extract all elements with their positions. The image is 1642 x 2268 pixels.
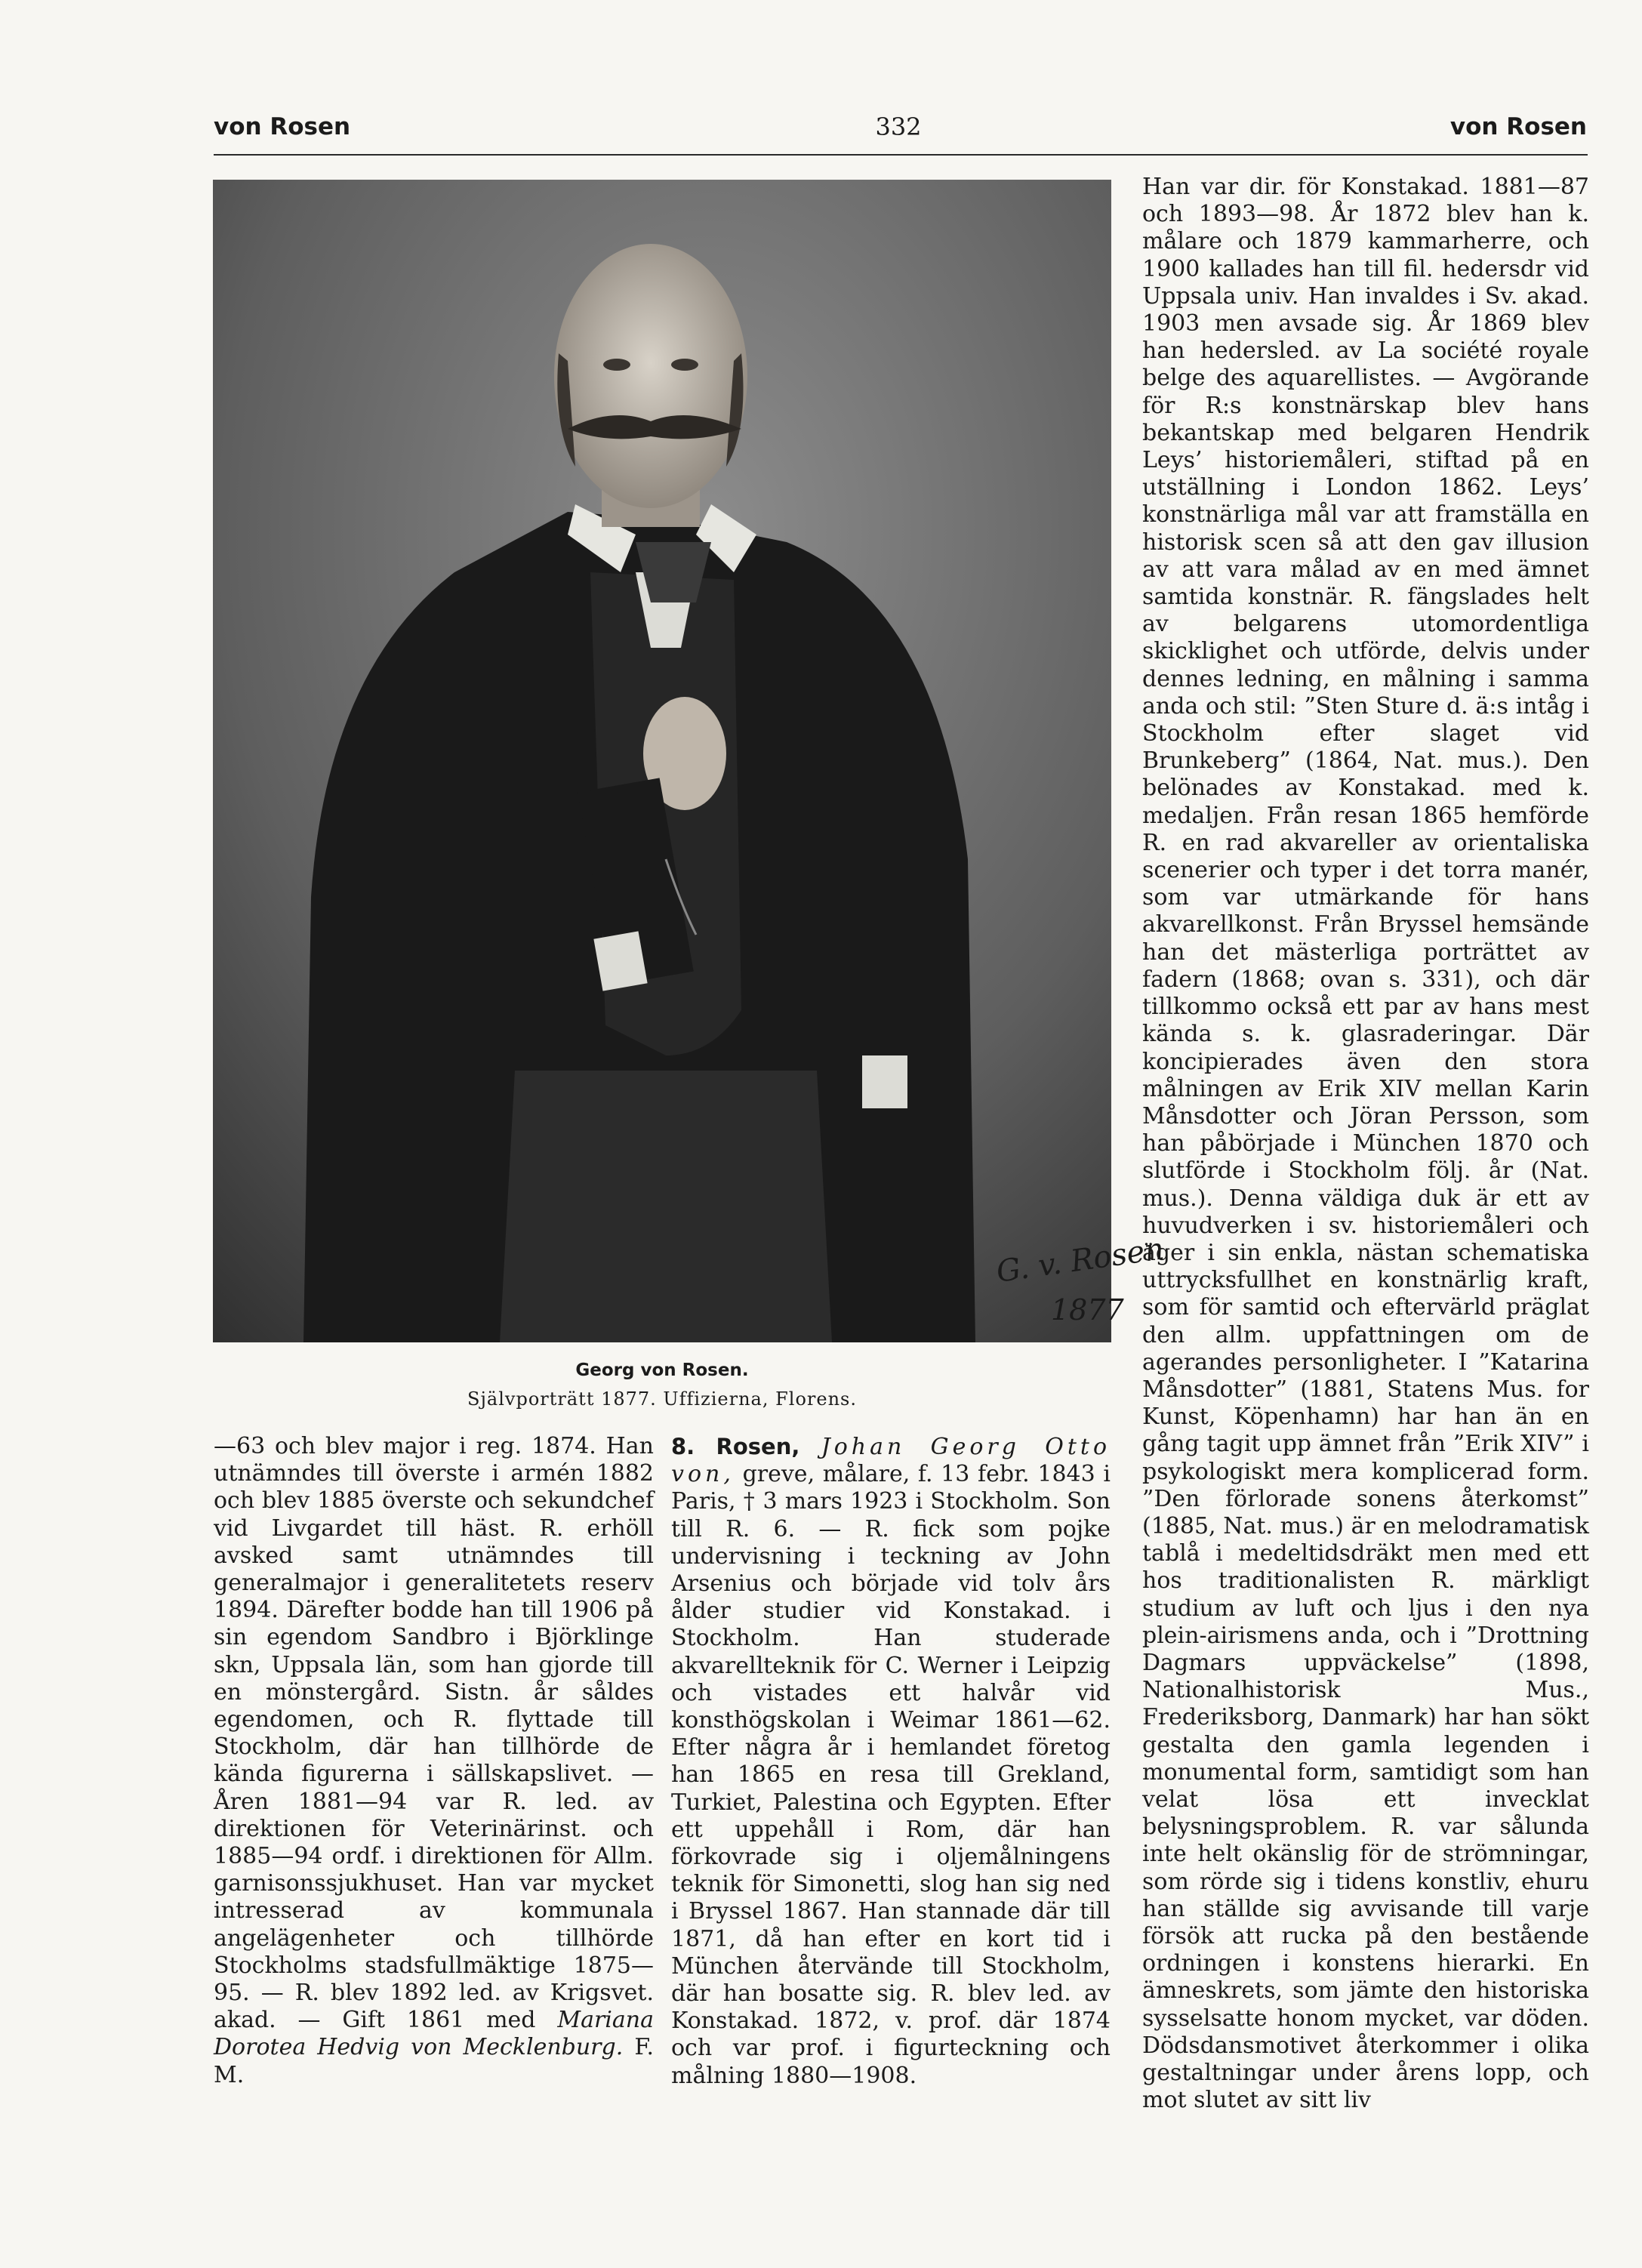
text-column-1 bbox=[214, 1433, 654, 2089]
svg-text:1877: 1877 bbox=[1051, 1293, 1124, 1327]
column1-body: —63 och blev major i reg. 1874. Han utnämndes till överste i armén 1882 och blev 1885 överste och sekundchef vid Livgardet till häst. R. erhöll avsked samt utnämndes till generalmajor i generalitetets reserv 1894. Därefter bodde han till 1906 på sin egendom Sandbro i Björklinge skn, Uppsala län, som han gjorde till en mönstergård. Sistn. år såldes egendomen, och R. flyttade till Stockholm, där han tillhörde de kända figurerna i sällskapslivet. — Åren 1881—94 var R. led. av direktionen för Veterinärinst. och 1885—94 ordf. i direktionen för Allm. garnisonssjukhuset. Han var mycket intresserad av kommunala angelägenheter och tillhörde Stockholms stadsfullmäktige 1875—95. — R. blev 1892 led. av Krigsvet. akad. — Gift 1861 med bbox=[214, 1433, 654, 2034]
entry-given-names: Johan Georg Otto von, bbox=[671, 1434, 1111, 1488]
column3-body: Han var dir. för Konstakad. 1881—87 och 1893—98. År 1872 blev han k. målare och 1879 kammarherre, och 1900 kallades han till fil. hedersdr vid Uppsala univ. Han invaldes i Sv. akad. 1903 men avsade sig. År 1869 blev han hedersled. av La société royale belge des aquarellistes. — Avgörande för R:s konstnärskap blev hans bekantskap med belgaren Hendrik Leys’ historiemåleri, stiftad på en utställning i London 1862. Leys’ konstnärliga mål var att framställa en historisk scen så att den gav illusion av att vara målad av en med ämnet samtida konstnär. R. fängslades helt av belgarens utomordentliga skicklighet och utförde, delvis under dennes ledning, en målning i samma anda och stil: ”Sten Sture d. ä:s intåg i Stockholm efter slaget vid Brunkeberg” (1864, Nat. mus.). Den belönades av Konstakad. med k. medaljen. Från resan 1865 hemförde R. en rad akvareller av orientaliska scenerier och typer i det torra manér, som var utmärkande för hans akvarellkonst. Från Bryssel hemsände han det mästerliga porträttet av fadern (1868; ovan s. 331), och där tillkommo också ett par av hans mest kända s. k. glasraderingar. Där koncipierades även den stora målningen av Erik XIV mellan Karin Månsdotter och Jöran Persson, som han påbörjade i München 1870 och slutförde i Stockholm följ. år (Nat. mus.). Denna väldiga duk är ett av huvudverken i sv. historiemåleri och äger i sin enkla, nästan schematiska uttrycksfullhet en konstnärlig kraft, som för samtid och eftervärld präglat den allm. uppfattningen om de agerandes personligheter. I ”Katarina Månsdotter” (1881, Statens Mus. for Kunst, Köpenhamn) har han än en gång tagit upp ämnet från ”Erik XIV” i psykologiskt mera komplicerad form. ”Den förlorade sonens återkomst” (1885, Nat. mus.) är en melodramatisk tablå i medeltidsdräkt men med ett hos traditionalisten R. märkligt studium av luft och ljus i den nya plein-airismens anda, och i ”Drottning Dagmars uppväckelse” (1898, Nationalhistorisk Mus., Frederiksborg, Danmark) har han sökt gestalta den gamla legenden i monumental form, samtidigt som han velat lösa ett invecklat belysningsproblem. R. var sålunda inte helt okänslig för de strömningar, som rörde sig i tidens konstliv, ehuru han ställde sig avvisande till varje försök att rucka på den bestående ordningen i konstens hierarki. En ämneskrets, som jämte den historiska sysselsatte honom mycket, var döden. Dödsdansmotivet återkommer i olika gestaltningar under årens lopp, och mot slutet av sitt liv bbox=[1142, 174, 1589, 2114]
author-signature: F. M. bbox=[214, 2034, 654, 2088]
text-column-3 bbox=[1142, 174, 1589, 2114]
caption-name: Georg von Rosen. bbox=[575, 1360, 749, 1380]
painting-signature: G. v. Rosen bbox=[994, 1231, 1166, 1290]
column2-body: greve, målare, f. 13 febr. 1843 i Paris, † 3 mars 1923 i Stockholm. Son till R. 6. — R. fick som pojke undervisning i teckning av John Arsenius och började vid tolv års ålder studier vid Konstakad. i Stockholm. Han studerade akvarellteknik för C. Werner i Leipzig och vistades ett halvår vid konsthögskolan i Weimar 1861—62. Efter några år i hemlandet företog han 1865 en resa till Grekland, Turkiet, Palestina och Egypten. Efter ett uppehåll i Rom, där han förkovrade sig i oljemålningens teknik för Simonetti, slog han sig ned i Bryssel 1867. Han stannade där till 1871, då han efter en kort tid i München återvände till Stockholm, där han bosatte sig. R. blev led. av Konstakad. 1872, v. prof. där 1874 och var prof. i figurteckning och målning 1880—1908. bbox=[671, 1461, 1111, 2089]
portrait-image bbox=[213, 180, 1166, 1342]
entry-surname: Rosen, bbox=[716, 1434, 800, 1459]
column1-wife-name: Mariana Dorotea Hedvig von Mecklenburg. bbox=[214, 2007, 654, 2061]
running-head-right: von Rosen bbox=[1449, 113, 1587, 140]
page-number: 332 bbox=[875, 112, 922, 141]
caption-detail: Självporträtt 1877. Uffizierna, Florens. bbox=[467, 1388, 857, 1410]
running-head-left: von Rosen bbox=[214, 113, 351, 140]
entry-number: 8. bbox=[671, 1434, 695, 1459]
header-rule bbox=[214, 154, 1588, 156]
figure-caption bbox=[213, 1356, 1111, 1413]
text-column-2 bbox=[671, 1433, 1111, 2090]
